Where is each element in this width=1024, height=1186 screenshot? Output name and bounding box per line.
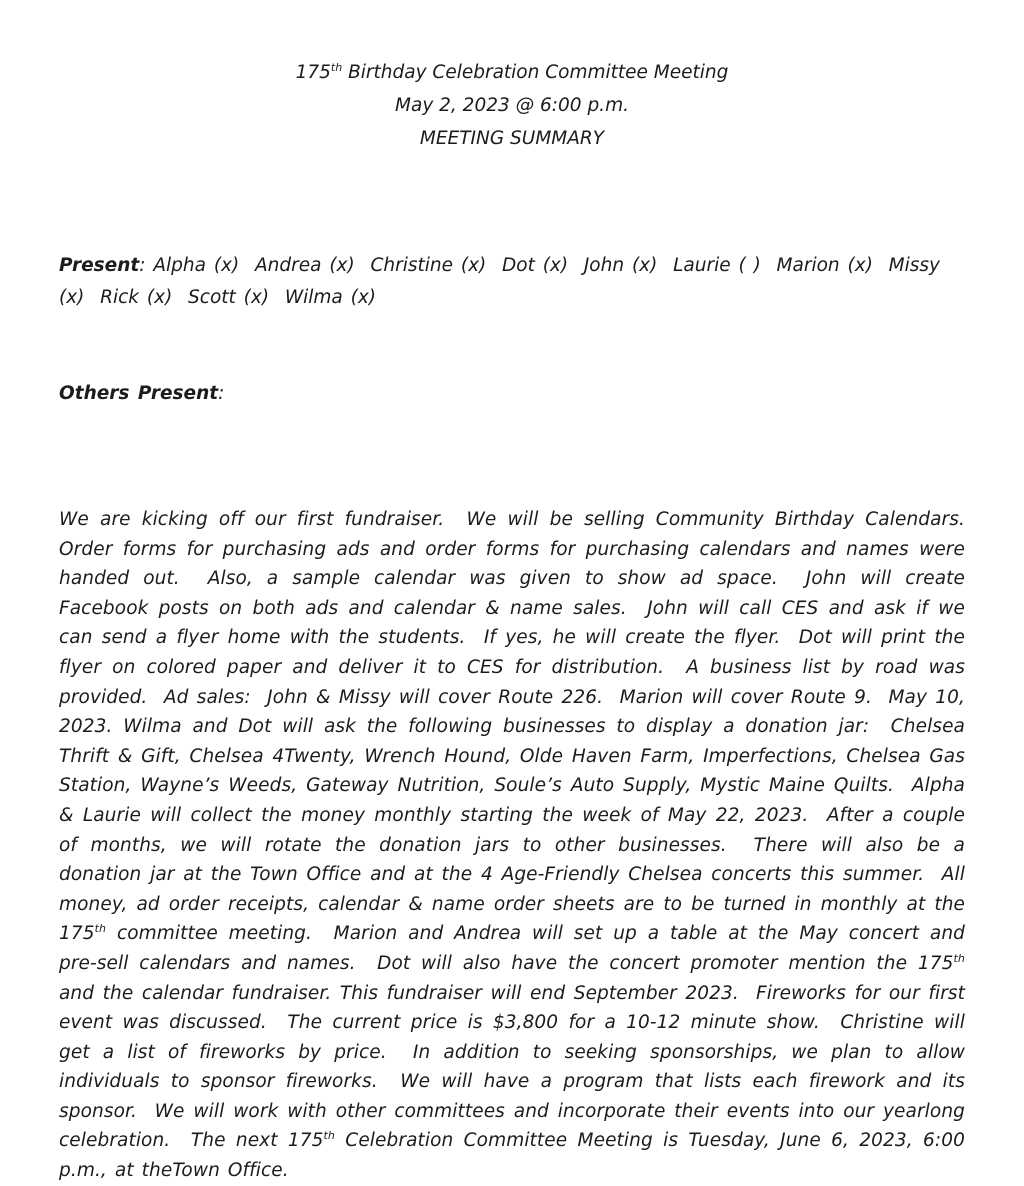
attendance-section [59,186,965,474]
document-title: 175th Birthday Celebration Committee Meeting [295,60,729,83]
meeting-summary-heading: MEETING SUMMARY [419,128,605,149]
present-separator: : [139,255,154,276]
present-line [59,250,965,314]
superscript: th [953,951,965,965]
others-present-separator: : [218,383,225,404]
superscript: th [330,60,343,74]
meeting-date-line: May 2, 2023 @ 6:00 p.m. [395,95,629,116]
superscript: th [94,922,107,936]
attendees-list: Alpha (x) Andrea (x) Christine (x) Dot (x) John (x) Laurie ( ) Marion (x) Missy (x) Rick (x) Scott (x) Wilma (x) [59,255,948,308]
present-label: Present [59,255,140,276]
superscript: th [323,1129,335,1143]
others-present-label: Others Present [59,383,219,404]
meeting-summary-paragraph: We are kicking off our first fundraiser. We will be selling Community Birthday Calendars. Order forms for purchasing ads and order forms for purchasing calendars and names were handed out. Also, a sample calendar was given to show ad space. John will create Facebook posts on both ads and calendar & name sales. John will call CES and ask if we can send a flyer home with the students. If yes, he will create the flyer. Dot will print the flyer on colored paper and deliver it to CES for distribution. A business list by road was provided. Ad sales: John & Missy will cover Route 226. Marion will cover Route 9. May 10, 2023. Wilma and Dot will ask the following businesses to display a donation jar: Chelsea Thrift & Gift, Chelsea 4Twenty, Wrench Hound, Olde Haven Farm, Imperfections, Chelsea Gas Station, Wayne’s Weeds, Gateway Nutrition, Soule’s Auto Supply, Mystic Maine Quilts. Alpha & Laurie will collect the money monthly starting the week of May 22, 2023. After a couple of months, we will rotate the donation jars to other businesses. There will also be a donation jar at the Town Office and at the 4 Age-Friendly Chelsea concerts this summer. All money, ad order receipts, calendar & name order sheets are to be turned in monthly at the 175th committee meeting. Marion and Andrea will set up a table at the May concert and pre-sell calendars and names. Dot will also have the concert promoter mention the 175th and the calendar fundraiser. This fundraiser will end September 2023. Fireworks for our first event was discussed. The current price is $3,800 for a 10-12 minute show. Christine will get a list of fireworks by price. In addition to seeking sponsorships, we plan to allow individuals to sponsor fireworks. We will have a program that lists each firework and its sponsor. We will work with other committees and incorporate their events into our yearlong celebration. The next 175th Celebration Committee Meeting is Tuesday, June 6, 2023, 6:00 p.m., at theTown Office. [59,509,981,1182]
document-header [59,56,965,155]
others-present-line [59,378,965,410]
